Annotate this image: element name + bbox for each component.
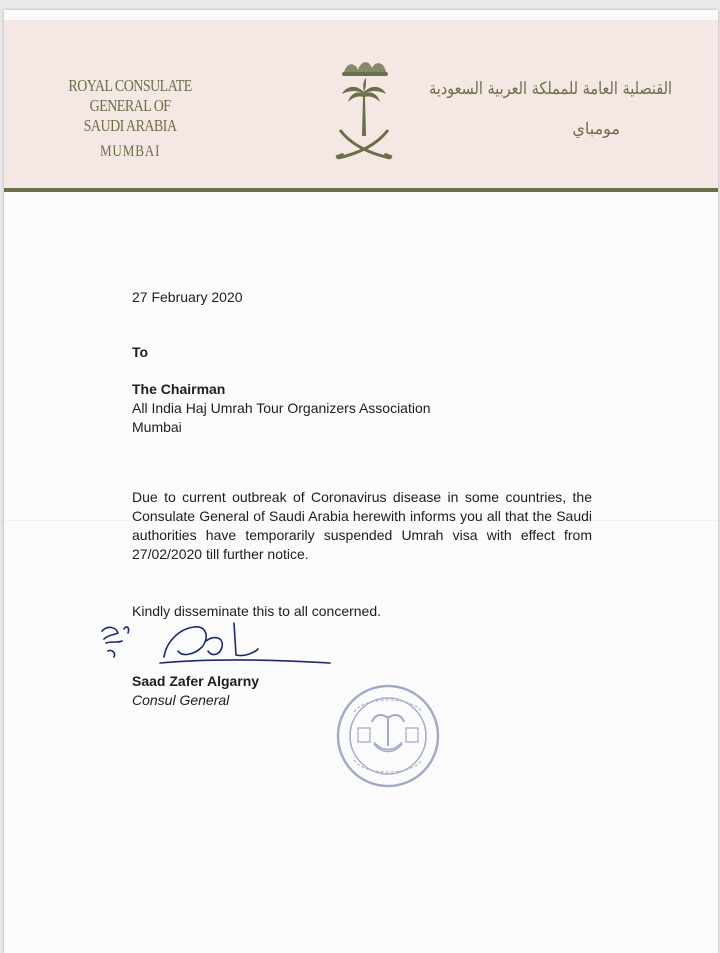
handwritten-signature-icon	[94, 605, 334, 675]
letterhead-arabic-title: القنصلية العامة للمملكة العربية السعودية	[428, 79, 672, 99]
letterhead-english-line2: SAUDI ARABIA	[83, 116, 177, 135]
letter-signer	[132, 672, 259, 710]
signer-name: Saad Zafer Algarny	[132, 673, 260, 689]
letter-page	[4, 10, 718, 953]
saudi-emblem-icon	[326, 50, 402, 170]
addressee-organization: All India Haj Umrah Tour Organizers Association	[132, 400, 431, 416]
letter-date: 27 February 2020	[132, 289, 243, 305]
signer-title: Consul General	[132, 692, 230, 708]
addressee-name: The Chairman	[132, 381, 226, 397]
letter-salutation: To	[132, 344, 149, 360]
letter-addressee	[132, 380, 431, 437]
consulate-seal-icon	[334, 682, 442, 790]
letterhead-english-city: MUMBAI	[99, 143, 161, 160]
letterhead-english	[44, 76, 216, 162]
addressee-city: Mumbai	[132, 419, 182, 435]
letter-body: Due to current outbreak of Coronavirus disease in some countries, the Consulate General of Saudi Arabia herewith informs you all that the Saudi authorities have temporarily suspended Umrah visa with effect from 27/02/2020 till further notice.	[132, 489, 592, 562]
letterhead-arabic	[428, 78, 672, 140]
letterhead	[4, 20, 718, 192]
letterhead-english-line1: ROYAL CONSULATE GENERAL OF	[68, 76, 192, 115]
letter-closing: Kindly disseminate this to all concerned.	[132, 603, 382, 619]
letterhead-arabic-city: مومباي	[572, 119, 620, 138]
